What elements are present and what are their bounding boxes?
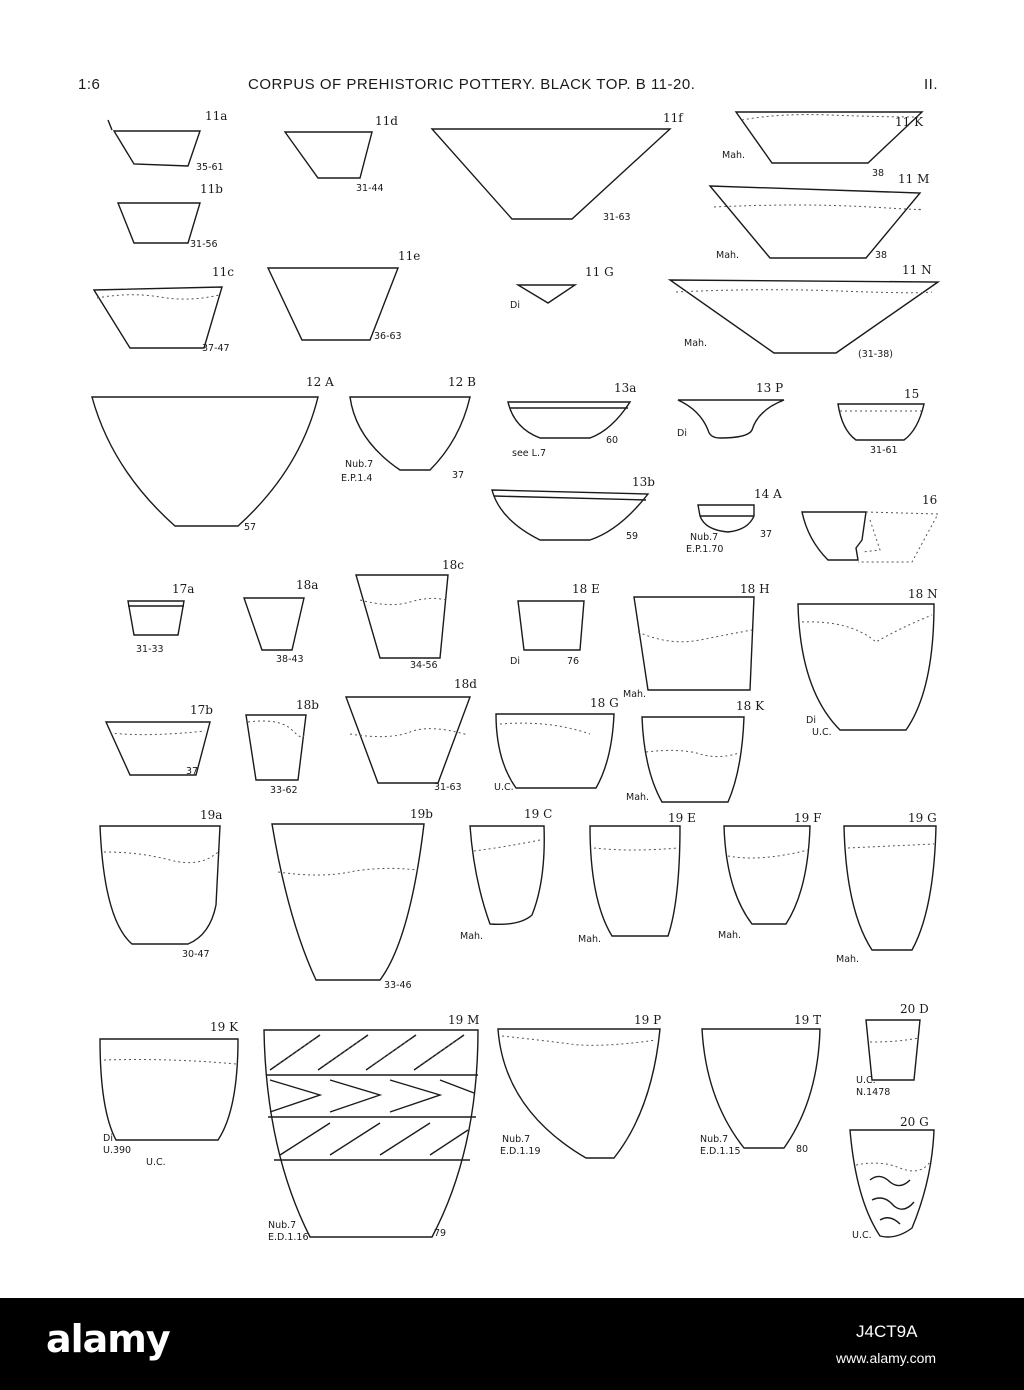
vessel-16: [802, 493, 938, 562]
vessel-19f: [718, 811, 821, 941]
alamy-logo: alamy: [46, 1317, 170, 1361]
vessel-11k: [722, 112, 924, 179]
vessel-note: Mah.: [718, 930, 742, 941]
vessel-label: 19a: [200, 808, 223, 822]
vessel-label: 11d: [375, 114, 398, 128]
plate-title: CORPUS OF PREHISTORIC POTTERY. BLACK TOP. B 11-20.: [248, 76, 696, 93]
vessel-note: Nub.7: [268, 1220, 297, 1231]
vessel-note: N.1478: [856, 1087, 891, 1098]
vessel-label: 17a: [172, 582, 195, 596]
vessel-note: U.C.: [856, 1075, 876, 1086]
vessel-label: 15: [904, 387, 920, 401]
vessel-label: 12 A: [306, 375, 334, 389]
vessel-11e: [268, 249, 420, 342]
vessel-note: E.D.1.16: [268, 1232, 309, 1243]
vessel-label: 19 P: [634, 1013, 662, 1027]
vessel-19c: [460, 807, 552, 942]
vessel-note: 30-47: [182, 949, 210, 960]
vessel-note: E.P.1.70: [686, 544, 724, 555]
vessel-11n: [670, 263, 938, 360]
vessel-label: 19 C: [524, 807, 553, 821]
vessel-label: 18d: [454, 677, 477, 691]
vessel-note: 35-61: [196, 162, 224, 173]
vessel-note: Mah.: [626, 792, 650, 803]
vessel-note: 34-56: [410, 660, 438, 671]
vessel-note: Mah.: [623, 689, 647, 700]
vessel-11c: [94, 265, 234, 354]
vessel-note: Di: [510, 656, 520, 667]
vessel-note: 31-33: [136, 644, 164, 655]
vessel-11f: [432, 111, 684, 223]
vessel-note: U.C.: [494, 782, 514, 793]
vessel-19k: [100, 1020, 239, 1168]
vessel-18b: [246, 698, 319, 796]
vessel-label: 18 K: [736, 699, 765, 713]
vessel-label: 11 G: [585, 265, 614, 279]
vessel-18g: [494, 696, 619, 793]
vessel-note: 37: [760, 529, 773, 540]
vessel-19t: [700, 1013, 821, 1157]
vessel-note: Mah.: [460, 931, 484, 942]
vessel-note: 57: [244, 522, 257, 533]
vessel-13b: [492, 475, 655, 542]
vessel-note: E.D.1.19: [500, 1146, 541, 1157]
vessel-18e: [510, 582, 600, 667]
vessel-14a: [686, 487, 782, 555]
vessel-18c: [356, 558, 464, 671]
vessel-11a: [108, 109, 227, 173]
vessel-17b: [106, 703, 213, 777]
vessel-note: Nub.7: [502, 1134, 531, 1145]
vessel-note: 31-63: [603, 212, 631, 223]
vessel-18h: [623, 582, 770, 700]
vessel-label: 11c: [212, 265, 234, 279]
vessel-label: 18b: [296, 698, 319, 712]
vessel-label: 11b: [200, 182, 223, 196]
vessel-11m: [710, 172, 929, 261]
vessel-note: 36-63: [374, 331, 402, 342]
vessel-note: 37-47: [202, 343, 230, 354]
vessel-note: 38: [872, 168, 885, 179]
vessel-label: 13b: [632, 475, 655, 489]
vessel-label: 11 N: [902, 263, 932, 277]
vessel-note: 59: [626, 531, 639, 542]
vessel-label: 11e: [398, 249, 421, 263]
vessel-note: Mah.: [722, 150, 746, 161]
vessel-11b: [118, 182, 223, 250]
vessel-label: 18 E: [572, 582, 600, 596]
vessel-label: 19 K: [210, 1020, 239, 1034]
vessel-note: Mah.: [684, 338, 708, 349]
vessel-note: Nub.7: [690, 532, 719, 543]
vessel-label: 14 A: [754, 487, 782, 501]
vessel-label: 12 B: [448, 375, 476, 389]
vessel-note: E.P.1.4: [341, 473, 373, 484]
vessel-label: 19 M: [448, 1013, 480, 1027]
vessel-19e: [578, 811, 696, 945]
vessel-note: Nub.7: [700, 1134, 729, 1145]
vessel-label: 19 T: [794, 1013, 822, 1027]
vessel-note: Di: [677, 428, 687, 439]
vessel-label: 19b: [410, 807, 433, 821]
vessel-note: E.D.1.15: [700, 1146, 741, 1157]
vessel-label: 11 M: [898, 172, 930, 186]
vessel-label: 17b: [190, 703, 213, 717]
vessel-label: 20 G: [900, 1115, 929, 1129]
vessel-note: see L.7: [512, 448, 547, 459]
vessel-19g: [836, 811, 937, 965]
vessel-note: 31-61: [870, 445, 898, 456]
vessel-label: 11f: [663, 111, 683, 125]
vessel-note: U.C.: [146, 1157, 166, 1168]
vessel-label: 16: [922, 493, 938, 507]
vessel-18a: [244, 578, 318, 665]
vessel-note: Mah.: [716, 250, 740, 261]
vessel-note: U.C.: [852, 1230, 872, 1241]
vessel-label: 11 K: [895, 115, 924, 129]
vessel-note: 38-43: [276, 654, 304, 665]
vessel-note: 37: [452, 470, 465, 481]
vessel-note: Nub.7: [345, 459, 374, 470]
vessel-note: 31-44: [356, 183, 384, 194]
vessel-label: 19 G: [908, 811, 937, 825]
vessel-18n: [798, 587, 938, 738]
vessel-note: U.C.: [812, 727, 832, 738]
vessel-label: 19 F: [794, 811, 822, 825]
vessel-15: [838, 387, 924, 456]
vessel-12a: [92, 375, 334, 533]
vessel-note: U.390: [103, 1145, 132, 1156]
vessel-note: 33-62: [270, 785, 298, 796]
image-code: J4CT9A: [856, 1322, 918, 1341]
vessel-note: 38: [875, 250, 888, 261]
vessel-19m: [264, 1013, 479, 1243]
vessel-note: Mah.: [578, 934, 602, 945]
vessel-label: 18a: [296, 578, 319, 592]
vessel-label: 13a: [614, 381, 637, 395]
vessel-label: 18 H: [740, 582, 770, 596]
vessel-18d: [346, 677, 477, 793]
scale-label: 1:6: [78, 76, 101, 93]
vessel-note: Di: [806, 715, 816, 726]
vessel-13a: [508, 381, 636, 459]
watermark-url: www.alamy.com: [836, 1350, 937, 1366]
vessel-note: 37: [186, 766, 199, 777]
vessel-19b: [272, 807, 433, 991]
vessel-13p: [677, 381, 784, 439]
vessel-label: 18 N: [908, 587, 938, 601]
vessel-note: Di: [510, 300, 520, 311]
vessel-note: 79: [434, 1228, 447, 1239]
vessel-note: 31-63: [434, 782, 462, 793]
vessel-11g: [510, 265, 614, 311]
vessel-label: 18 G: [590, 696, 619, 710]
vessel-label: 20 D: [900, 1002, 929, 1016]
vessel-note: 76: [567, 656, 580, 667]
vessel-20g: [850, 1115, 934, 1241]
vessel-11d: [285, 114, 398, 194]
vessel-note: 60: [606, 435, 619, 446]
vessel-17a: [128, 582, 194, 655]
vessel-19a: [100, 808, 222, 960]
vessel-label: 19 E: [668, 811, 696, 825]
vessel-19p: [498, 1013, 661, 1158]
vessel-12b: [341, 375, 476, 484]
vessel-label: 11a: [205, 109, 228, 123]
vessel-note: 31-56: [190, 239, 218, 250]
vessel-20d: [856, 1002, 929, 1098]
vessel-label: 18c: [442, 558, 464, 572]
vessel-note: (31-38): [858, 349, 894, 360]
vessel-note: Di: [103, 1133, 113, 1144]
vessel-note: 80: [796, 1144, 809, 1155]
vessel-label: 13 P: [756, 381, 784, 395]
vessel-18k: [626, 699, 765, 803]
vessel-note: 33-46: [384, 980, 412, 991]
plate-number: II.: [924, 76, 939, 93]
vessel-note: Mah.: [836, 954, 860, 965]
